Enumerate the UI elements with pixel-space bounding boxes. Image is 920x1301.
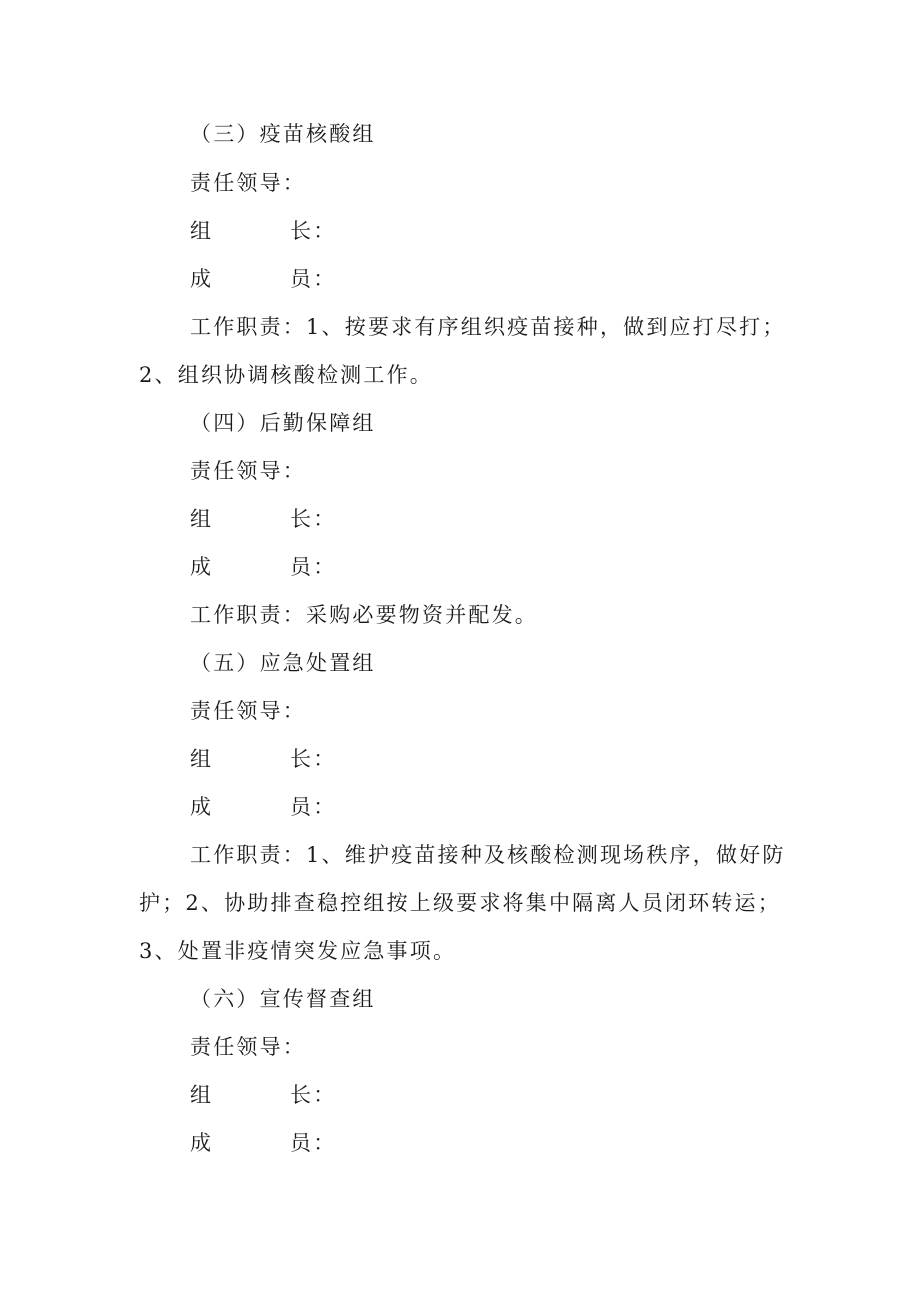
members-row xyxy=(0,265,920,293)
group-leader-row xyxy=(0,217,920,245)
duty-text: 工作职责：1、按要求有序组织疫苗接种，做到应打尽打； xyxy=(190,315,786,339)
members-label-b: 员： xyxy=(290,267,337,291)
duty-text-continued: 3、处置非疫情突发应急事项。 xyxy=(139,939,457,963)
section-heading-vaccine-nucleic: （三）疫苗核酸组 xyxy=(190,122,376,146)
responsible-leader-label: 责任领导： xyxy=(190,699,306,723)
members-label-a: 成 xyxy=(190,1131,214,1155)
responsible-leader-label: 责任领导： xyxy=(190,459,306,483)
group-leader-label-b: 长： xyxy=(290,1083,337,1107)
members-label-b: 员： xyxy=(290,555,337,579)
members-label-a: 成 xyxy=(190,267,214,291)
group-leader-label-b: 长： xyxy=(290,507,337,531)
group-leader-label-a: 组 xyxy=(190,747,214,771)
responsible-leader-label: 责任领导： xyxy=(190,1035,306,1059)
group-leader-label-a: 组 xyxy=(190,219,214,243)
group-leader-label-b: 长： xyxy=(290,747,337,771)
section-heading-publicity: （六）宣传督查组 xyxy=(190,987,376,1011)
group-leader-row xyxy=(0,505,920,533)
group-leader-row xyxy=(0,745,920,773)
section-heading-emergency: （五）应急处置组 xyxy=(190,651,376,675)
responsible-leader-label: 责任领导： xyxy=(190,171,306,195)
duty-text: 工作职责：采购必要物资并配发。 xyxy=(190,603,538,627)
section-heading-logistics: （四）后勤保障组 xyxy=(190,411,376,435)
duty-text: 工作职责：1、维护疫苗接种及核酸检测现场秩序，做好防 xyxy=(190,843,786,867)
members-label-b: 员： xyxy=(290,795,337,819)
duty-text-continued: 2、组织协调核酸检测工作。 xyxy=(139,363,433,387)
group-leader-label-a: 组 xyxy=(190,1083,214,1107)
members-label-a: 成 xyxy=(190,795,214,819)
members-row xyxy=(0,1129,920,1157)
members-row xyxy=(0,793,920,821)
group-leader-row xyxy=(0,1081,920,1109)
group-leader-label-b: 长： xyxy=(290,219,337,243)
group-leader-label-a: 组 xyxy=(190,507,214,531)
members-label-b: 员： xyxy=(290,1131,337,1155)
members-label-a: 成 xyxy=(190,555,214,579)
members-row xyxy=(0,553,920,581)
duty-text-continued: 护；2、协助排查稳控组按上级要求将集中隔离人员闭环转运； xyxy=(139,891,781,915)
